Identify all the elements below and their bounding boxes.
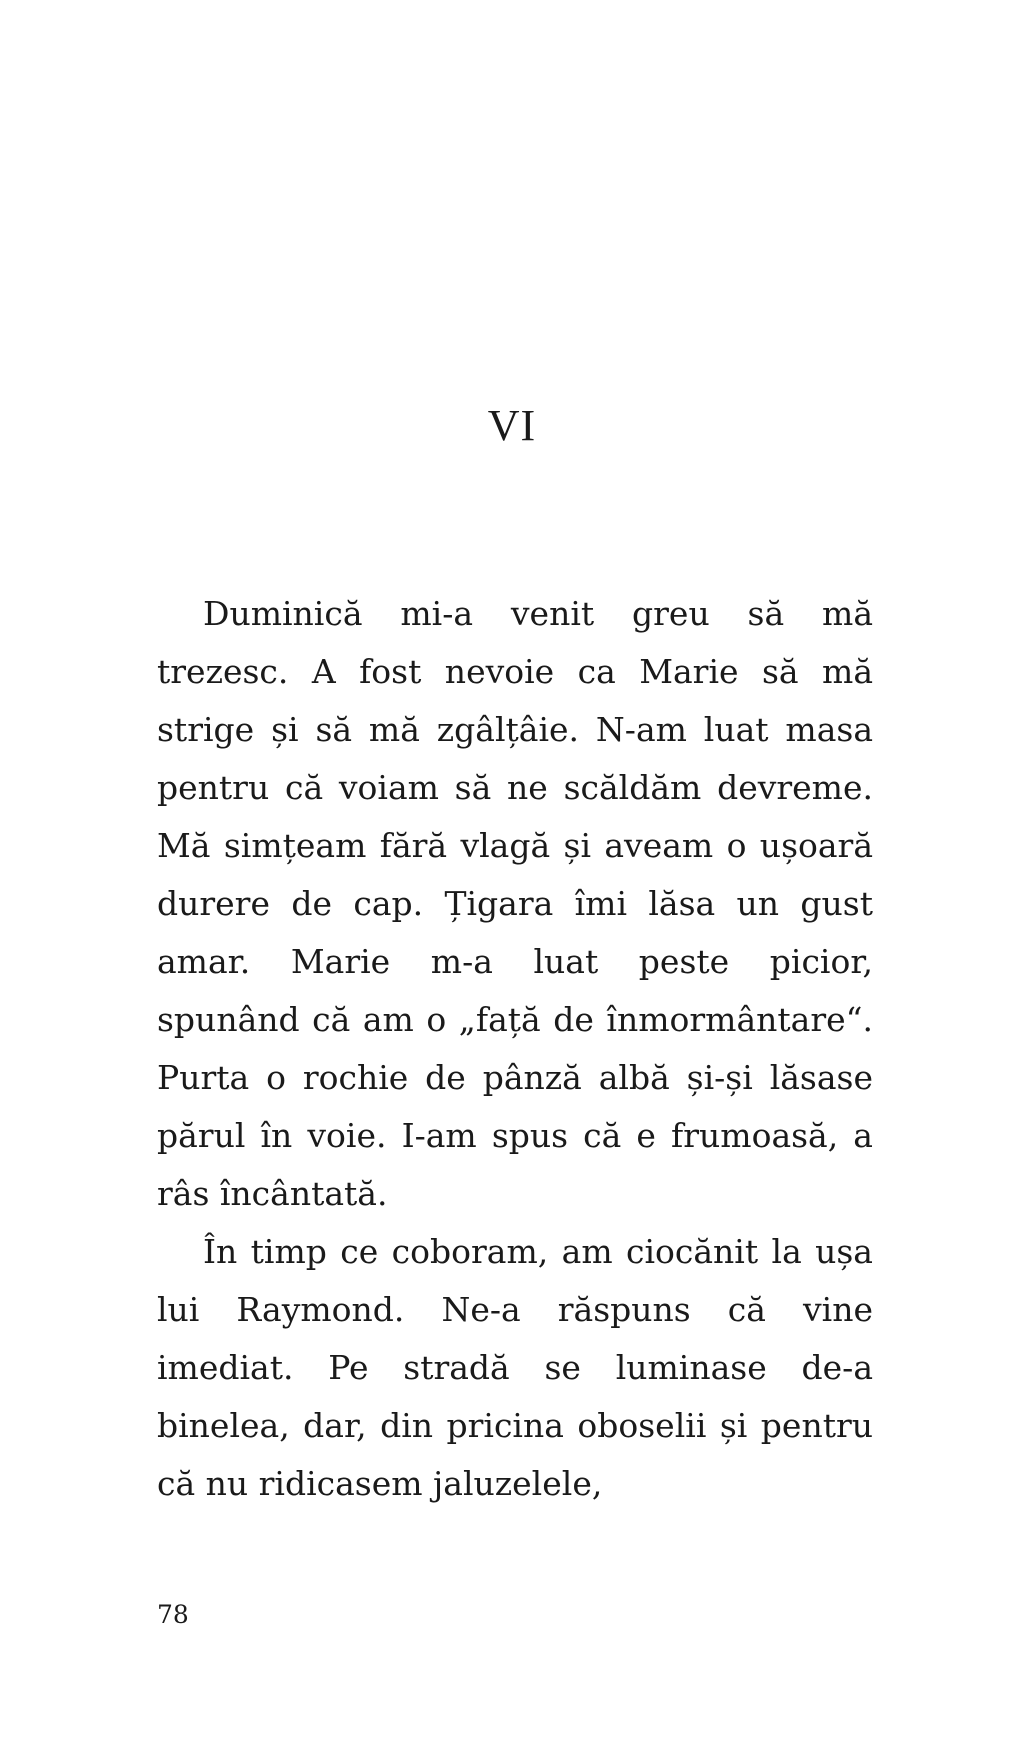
page-number: 78 [157,1600,189,1629]
paragraph: În timp ce coboram, am ciocănit la ușa lui Raymond. Ne-a răspuns că vine imediat. Pe stradă se luminase de-a binelea, dar, din pricina oboselii și pentru că nu ridicasem jaluzelele, [157,1232,873,1503]
paragraph: Duminică mi-a venit greu să mă trezesc. A fost nevoie ca Marie să mă strige și să mă zgâlțâie. N-am luat masa pentru că voiam să ne scăldăm devreme. Mă simțeam fără vlagă și aveam o ușoară durere de cap. Țigara îmi lăsa un gust amar. Marie m-a luat peste picior, spunând că am o „față de înmormântare“. Purta o rochie de pânză albă și-și lăsase părul în voie. I-am spus că e frumoasă, a râs încântată. [157,594,873,1213]
chapter-title: VI [487,401,537,450]
body-text [157,585,873,1513]
